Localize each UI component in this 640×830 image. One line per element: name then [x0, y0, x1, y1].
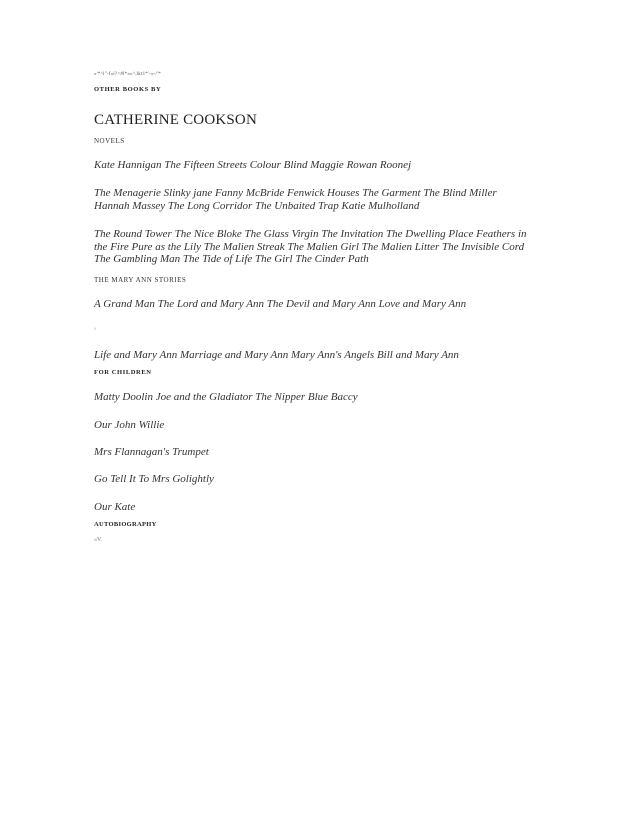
- author-name: CATHERINE COOKSON: [94, 112, 257, 128]
- autobiography-heading: AUTOBIOGRAPHY: [94, 521, 157, 529]
- autobiography-mark: «V.: [94, 537, 103, 544]
- for-children-heading: FOR CHILDREN: [94, 369, 152, 377]
- children-item: Our Kate: [94, 500, 136, 513]
- children-item: Our John Willie: [94, 418, 165, 431]
- book-list-page: [94, 72, 534, 543]
- scan-mark: ^: [94, 327, 97, 333]
- novels-group-3: The Round Tower The Nice Bloke The Glass Virgin The Invitation The Dwelling Place Feathers in the Fire Pure as the Lily The Malien Streak The Malien Girl The Malien Litter The Invisible Cord The Gambling Man The Tide of Life The Girl The Cinder Path: [94, 228, 527, 266]
- mary-ann-group-1: A Grand Man The Lord and Mary Ann The Devil and Mary Ann Love and Mary Ann: [94, 298, 467, 311]
- children-item: Mrs Flannagan's Trumpet: [94, 446, 209, 459]
- scan-noise-text: «'*^l"-f«i?<#l*»»^,lkt1*'-«-/'*: [94, 72, 161, 77]
- mary-ann-heading: THE MARY ANN STORIES: [94, 276, 187, 285]
- novels-group-1: Kate Hannigan The Fifteen Streets Colour Blind Maggie Rowan Roonej: [94, 159, 412, 171]
- children-item: Matty Doolin Joe and the Gladiator The Nipper Blue Baccy: [94, 391, 358, 404]
- novels-heading: NOVELS: [94, 137, 125, 145]
- mary-ann-group-2: Life and Mary Ann Marriage and Mary Ann Mary Ann's Angels Bill and Mary Ann: [94, 348, 459, 361]
- novels-group-2: The Menagerie Slinky jane Fanny McBride Fenwick Houses The Garment The Blind Miller Hannah Massey The Long Corridor The Unbaited Trap Katie Mulholland: [94, 187, 497, 212]
- children-item: Go Tell It To Mrs Golightly: [94, 473, 214, 486]
- other-books-by-heading: OTHER BOOKS BY: [94, 86, 162, 93]
